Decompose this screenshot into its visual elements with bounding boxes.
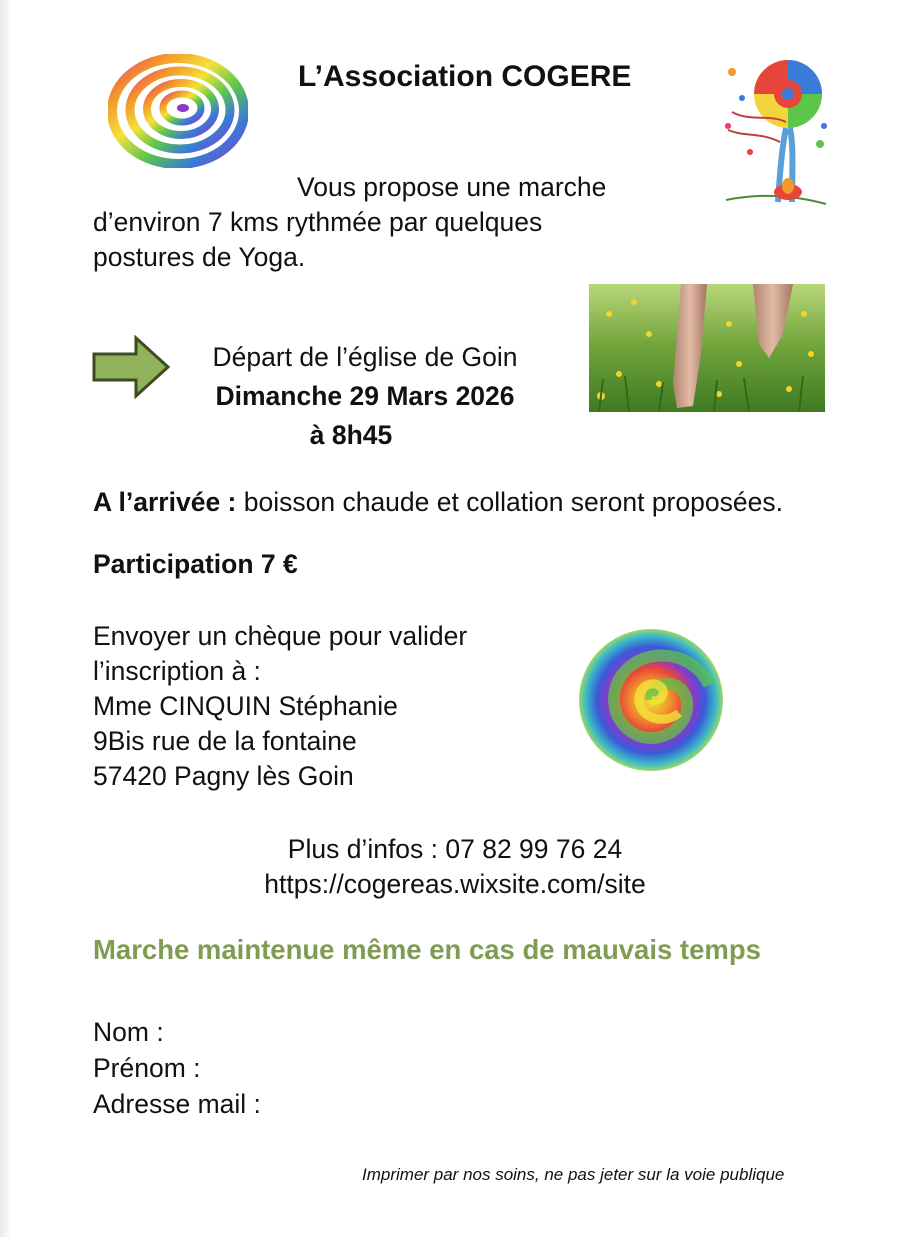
departure-place: Départ de l’église de Goin (212, 342, 518, 372)
arrival-text: boisson chaude et collation seront proposées. (243, 487, 783, 517)
right-arrow-icon (92, 335, 172, 399)
contact-city: 57420 Pagny lès Goin (93, 761, 354, 791)
form-mail-label: Adresse mail : (93, 1089, 261, 1119)
registration-form (93, 1014, 261, 1122)
more-info-block (200, 832, 710, 902)
registration-block (93, 619, 467, 794)
website-link[interactable]: https://cogereas.wixsite.com/site (264, 869, 646, 899)
registration-line-1: Envoyer un chèque pour valider (93, 621, 468, 651)
departure-time: à 8h45 (309, 420, 393, 450)
intro-text (93, 170, 673, 275)
rainbow-swirl-orb-icon (577, 627, 725, 773)
contact-name: Mme CINQUIN Stéphanie (93, 691, 398, 721)
rainbow-spiral-icon (108, 54, 248, 168)
departure-block (180, 338, 550, 455)
phone-info: Plus d’infos : 07 82 99 76 24 (287, 834, 623, 864)
weather-notice: Marche maintenue même en cas de mauvais temps (93, 934, 761, 965)
intro-line-3: postures de Yoga. (93, 242, 306, 272)
barefoot-grass-photo (589, 284, 825, 412)
registration-line-2: l’inscription à : (93, 656, 261, 686)
contact-street: 9Bis rue de la fontaine (93, 726, 357, 756)
form-prenom-label: Prénom : (93, 1053, 201, 1083)
colorful-tree-illustration (720, 52, 830, 212)
arrival-label: A l’arrivée : (93, 487, 237, 517)
intro-line-2: d’environ 7 kms rythmée par quelques (93, 207, 543, 237)
page-edge-shadow (0, 0, 10, 1237)
form-nom-label: Nom : (93, 1017, 164, 1047)
departure-date: Dimanche 29 Mars 2026 (215, 381, 515, 411)
intro-line-1: Vous propose une marche (297, 172, 607, 202)
participation-price: Participation 7 € (93, 549, 298, 579)
association-title: L’Association COGERE (298, 60, 632, 93)
footer-note: Imprimer par nos soins, ne pas jeter sur la voie publique (362, 1165, 785, 1184)
arrival-info (93, 487, 783, 518)
